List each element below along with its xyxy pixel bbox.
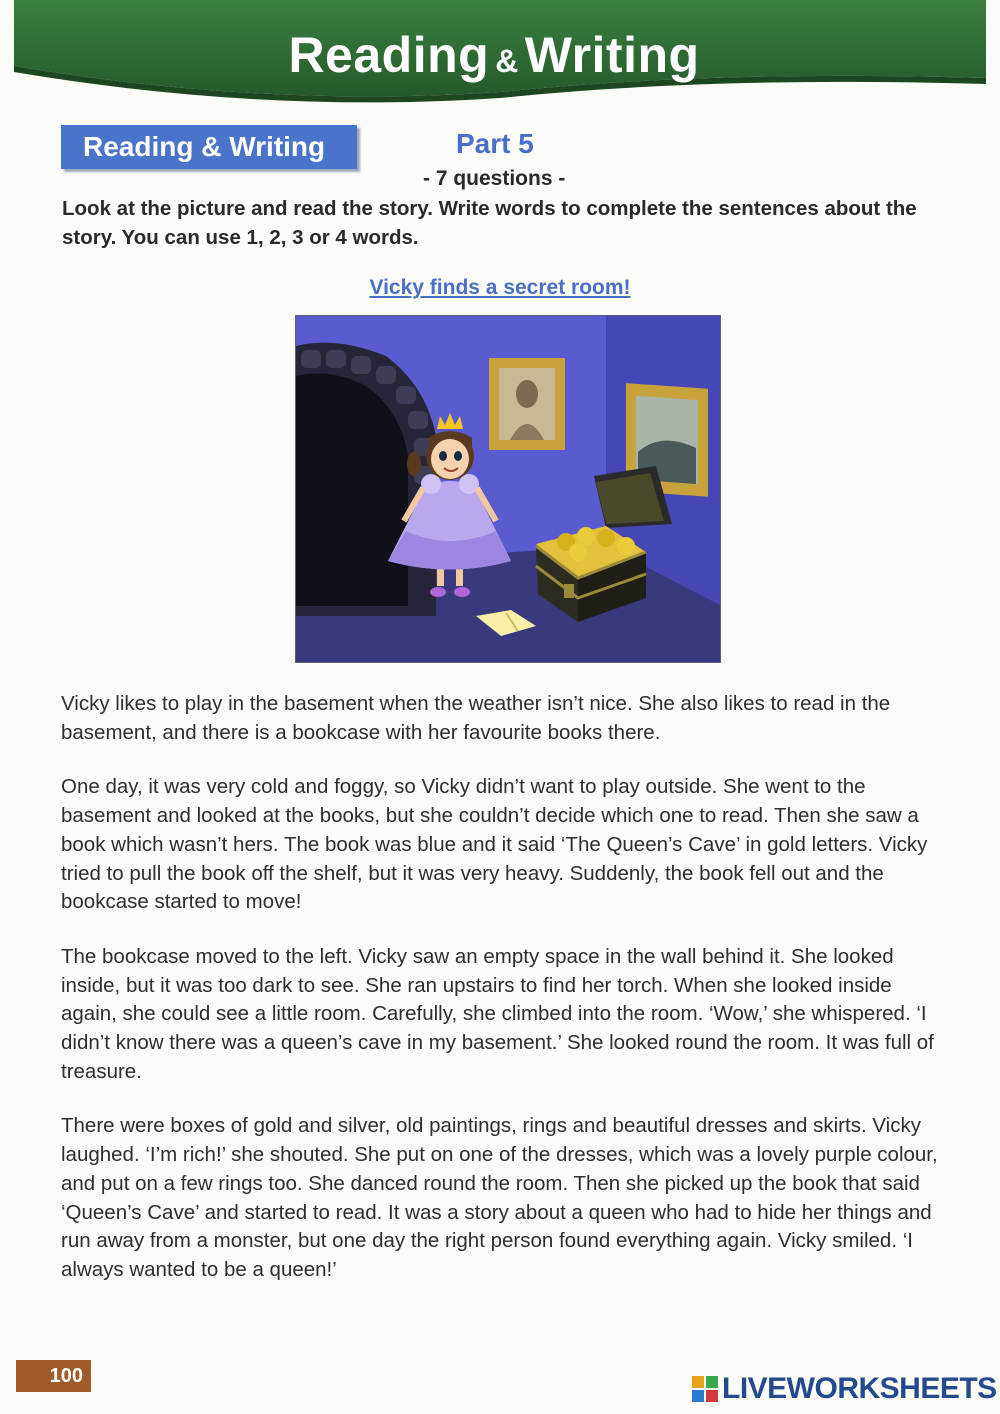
story-paragraph-4: There were boxes of gold and silver, old paintings, rings and beautiful dresses and skirts. Vicky laughed. ‘I’m rich!’ she shouted. She put on one of the dresses, which was a lovely purple colour, and put on a few rings too. She danced round the room. Then she picked up the book that said ‘Queen’s Cave’ and started to read. It was a story about a queen who had to hide her things and run away from a monster, but one day the right person found everything again. Vicky smiled. ‘I always wanted to be a queen!’	[61, 1114, 938, 1281]
section-label: Reading & Writing	[61, 125, 357, 169]
story-paragraph-2: One day, it was very cold and foggy, so Vicky didn’t want to play outside. She went to the basement and looked at the books, but she couldn’t decide which one to read. Then she saw a book which wasn’t hers. The book was blue and it said ‘The Queen’s Cave’ in gold letters. Vicky tried to pull the book off the shelf, but it was very heavy. Suddenly, the book fell out and the bookcase started to move!	[61, 775, 928, 914]
story-paragraph-3: The bookcase moved to the left. Vicky saw an empty space in the wall behind it. She looked inside, but it was too dark to see. She ran upstairs to find her torch. When she looked inside again, she could see a little room. Carefully, she climbed into the room. ‘Wow,’ she whispered. ‘I didn’t know there was a queen’s cave in my basement.’ She looked round the room. It was full of treasure.	[61, 944, 934, 1083]
logo-text: LIVEWORKSHEETS	[722, 1372, 997, 1405]
page-number: 100	[16, 1360, 91, 1392]
story-title: Vicky finds a secret room!	[369, 276, 631, 299]
logo-squares-icon	[692, 1376, 718, 1402]
story-text	[61, 690, 941, 1311]
page-header-title	[14, 26, 974, 84]
liveworksheets-logo[interactable]	[692, 1372, 997, 1406]
instructions: Look at the picture and read the story. Write words to complete the sentences about the story. You can use 1, 2, 3 or 4 words.	[62, 197, 917, 249]
story-illustration	[295, 315, 721, 663]
story-paragraph-1: Vicky likes to play in the basement when the weather isn’t nice. She also likes to read in the basement, and there is a bookcase with her favourite books there.	[61, 692, 891, 744]
part-title: Part 5	[456, 128, 534, 159]
header-title-reading: Reading	[288, 27, 490, 83]
header-title-amp: &	[495, 43, 519, 79]
question-count: - 7 questions -	[423, 167, 566, 190]
header-title-writing: Writing	[524, 27, 700, 83]
header-banner	[14, 0, 986, 108]
